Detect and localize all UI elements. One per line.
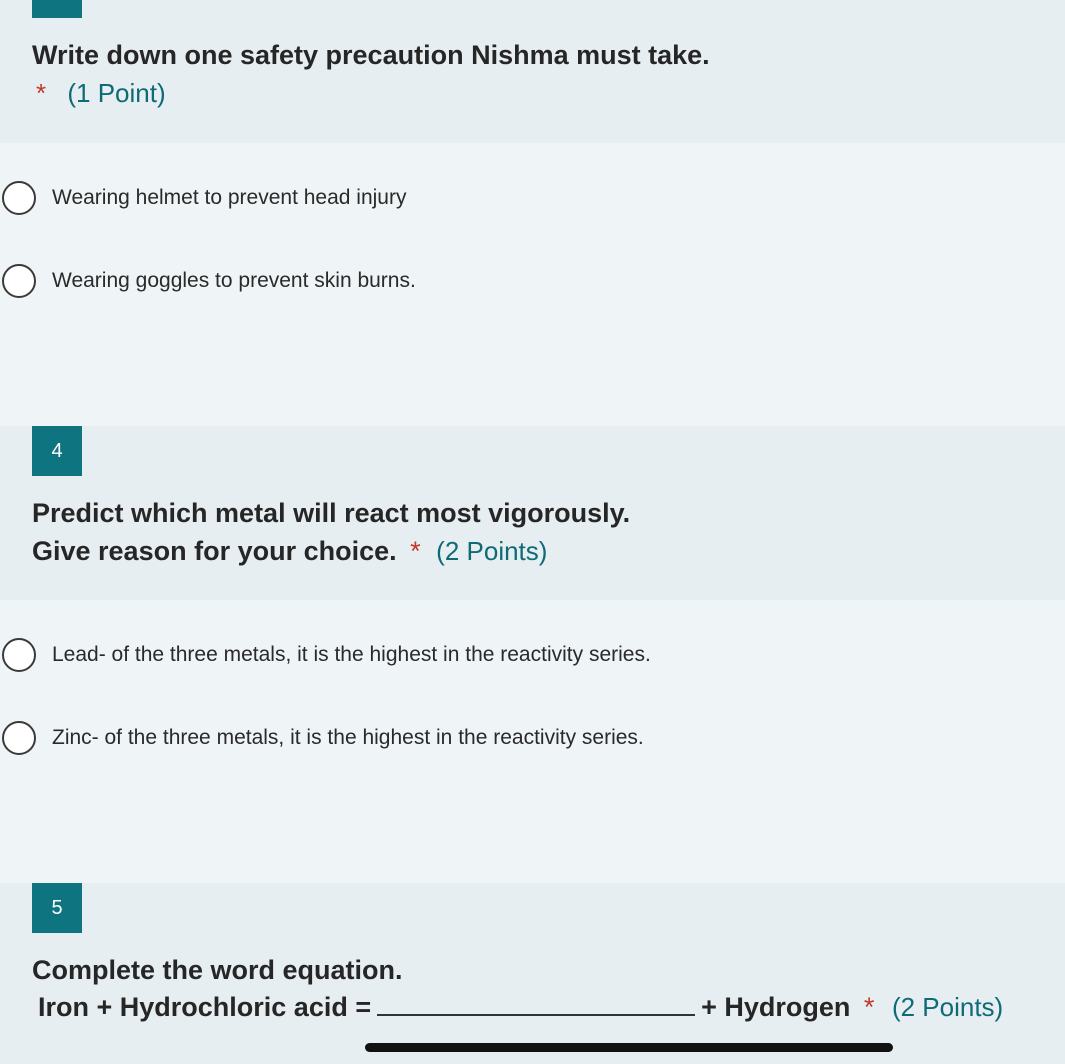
radio-button[interactable] — [2, 181, 36, 215]
question-4-options — [0, 600, 1065, 883]
question-3-points: (1 Point) — [67, 78, 166, 108]
option-label: Lead- of the three metals, it is the highest in the reactivity series. — [52, 643, 651, 666]
option-lead[interactable] — [0, 635, 900, 675]
question-3-header — [0, 0, 1065, 143]
home-indicator[interactable] — [365, 1043, 893, 1052]
required-star: * — [863, 992, 875, 1022]
question-4-title-line2 — [32, 536, 547, 567]
option-goggles[interactable] — [0, 261, 900, 301]
radio-button[interactable] — [2, 638, 36, 672]
option-label: Wearing goggles to prevent skin burns. — [52, 269, 416, 292]
radio-button[interactable] — [2, 721, 36, 755]
question-4-header — [0, 426, 1065, 600]
equation-right: + Hydrogen — [701, 992, 851, 1022]
question-5-number-badge: 5 — [32, 883, 82, 933]
question-3-title — [32, 40, 710, 71]
question-5-equation — [38, 992, 1003, 1023]
required-star: * — [410, 536, 421, 566]
equation-left: Iron + Hydrochloric acid = — [38, 992, 372, 1022]
question-3-number-badge — [32, 0, 82, 18]
question-3-options — [0, 143, 1065, 426]
question-4-number-badge: 4 — [32, 426, 82, 476]
question-5-header — [0, 883, 1065, 1064]
question-3-meta — [32, 78, 166, 109]
question-5-points: (2 Points) — [891, 992, 1004, 1022]
required-star: * — [36, 78, 47, 108]
radio-button[interactable] — [2, 264, 36, 298]
question-4-points: (2 Points) — [436, 536, 548, 566]
option-zinc[interactable] — [0, 718, 900, 758]
option-helmet[interactable] — [0, 178, 900, 218]
question-4-title-text: Give reason for your choice. — [32, 536, 397, 566]
question-5-title-line1: Complete the word equation. — [32, 955, 403, 985]
option-label: Zinc- of the three metals, it is the highest in the reactivity series. — [52, 726, 644, 749]
option-label: Wearing helmet to prevent head injury — [52, 186, 407, 209]
question-4-title-line1: Predict which metal will react most vigorously. — [32, 498, 631, 528]
question-3-title-text: Write down one safety precaution Nishma must take. — [32, 40, 710, 70]
equation-blank — [377, 992, 695, 1016]
